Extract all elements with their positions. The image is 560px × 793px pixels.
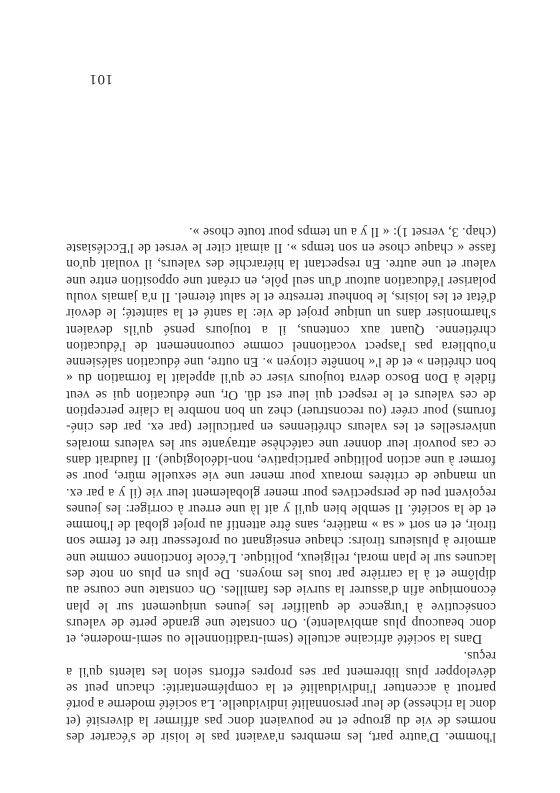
- body-text: [66, 224, 496, 746]
- page-number: 101: [89, 71, 113, 87]
- paragraph-1: l'homme. D'autre part, les membres n'avaient pas le loisir de s'écarter des normes de vie du groupe et ne pouvaient donc pas affirmer la diversité (et donc la richesse) de leur personnalité individuelle. La société moderne a porté partout à accentuer l'individualité et la complémentarité: chacun peut se développer plus librement par ses propres efforts selon les talents qu'il a reçus.: [66, 648, 496, 745]
- paragraph-2: Dans la société africaine actuelle (semi-traditionnelle ou semi-moderne, et donc beaucoup plus ambivalente). On constate une grande perte de valeurs consécutive à l'urgence de qualifier les jeunes uniquement sur le plan économique afin d'assurer la survie des familles. On constate une course au diplôme et à la carrière par tous les moyens. De plus en plus on note des lacunes sur le plan moral, religieux, politique. L'école fonctionne comme une armoire à plusieurs tiroirs: chaque enseignant ou professeur tire et ferme son tiroir, et en sort « sa » matière, sans être attentif au projet global de l'homme et de la société. Il semble bien qu'il y ait là une erreur à corriger: les jeunes reçoivent peu de perspectives pour mener globalement leur vie (il y a par ex. un manque de critères moraux pour mener une vie sexuelle mûre, pour se former à une action politique participative, non-idéologique). Il faudrait dans ce cas pouvoir leur donner une catéchèse attrayante sur les valeurs morales universelles et les valeurs chrétiennes en particulier (par ex. par des ciné-forums) pour créer (ou reconstruer) chez un bon nombre la claire perception de ces valeurs et le respect qui leur est dû. Or, une éducation qui se veut fidèle à Don Bosco devra toujours viser ce qu'il appelait la formation du « bon chrétien » et de l'« honnête citoyen ». En outre, une éducation salésienne n'oubliera pas l'aspect vocationnel comme couronnement de l'éducation chrétienne. Quant aux contenus, il a toujours pensé qu'ils devaient s'harmoniser dans un unique projet de vie: la santé et la sainteté; le devoir d'état et les loisirs, le bonheur terrestre et le salut éternel. Il n'a jamais voulu polariser l'éducation autour d'un seul pôle, en créant une opposition entre une valeur et une autre. En respectant la hiérarchie des valeurs, il voulait qu'on fasse « chaque chose en son temps ». Il aimait citer le verset de l'Ecclésiaste (chap. 3, verset 1): « Il y a un temps pour toute chose ».: [66, 224, 496, 648]
